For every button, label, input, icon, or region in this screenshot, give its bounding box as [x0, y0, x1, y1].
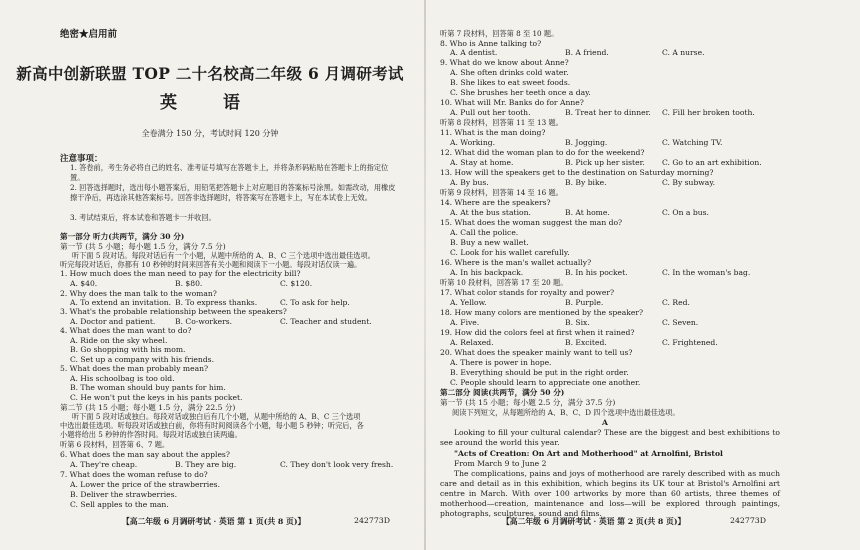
option: B. $80. [175, 279, 203, 288]
option: A. By bus. [450, 178, 489, 187]
option: C. In the woman's bag. [662, 268, 751, 277]
question: 2. Why does the man talk to the woman? [60, 289, 217, 298]
question: 11. What is the man doing? [440, 128, 546, 137]
note-item: 2. 回答选择题时，选出每小题答案后，用铅笔把答题卡上对应题目的答案标号涂黑。如需改动，用橡皮擦干净后，再选涂其他答案标号。回答非选择题时，将答案写在答题卡上，写在本试卷上无效。 [70, 183, 396, 202]
section-heading: 第二节 (共 15 小题；每小题 1.5 分，满分 22.5 分) [60, 403, 236, 412]
option: B. The woman should buy pants for him. [70, 383, 226, 392]
option: C. Red. [662, 298, 690, 307]
directions: 中选出最佳选项。听每段对话或独白前，你将有时间阅读各个小题，每小题 5 秒钟；听完后，各 [60, 421, 364, 430]
option: B. To express thanks. [175, 298, 258, 307]
page-1 [0, 0, 420, 550]
question: 15. What does the woman suggest the man do? [440, 218, 623, 227]
option: B. Buy a new wallet. [450, 238, 529, 247]
option: C. Seven. [662, 318, 699, 327]
option: C. Look for his wallet carefully. [450, 248, 570, 257]
question: 1. How much does the man need to pay for the electricity bill? [60, 269, 301, 278]
option: C. People should learn to appreciate one another. [450, 378, 641, 387]
option: A. At the bus station. [450, 208, 531, 217]
option: A. His schoolbag is too old. [70, 374, 175, 383]
question: 20. What does the speaker mainly want to tell us? [440, 348, 633, 357]
material-heading: 听第 9 段材料，回答第 14 至 16 题。 [440, 188, 563, 197]
material-heading: 听第 7 段材料，回答第 8 至 10 题。 [440, 29, 559, 38]
option: C. She brushes her teeth once a day. [450, 88, 591, 97]
option: C. Frightened. [662, 338, 718, 347]
option: C. By subway. [662, 178, 716, 187]
exam-code: 242773D [354, 516, 391, 525]
question: 8. Who is Anne talking to? [440, 39, 542, 48]
exam-title: 新高中创新联盟 TOP 二十名校高二年级 6 月调研考试 [16, 64, 404, 83]
option: A. Lower the price of the strawberries. [70, 480, 220, 489]
option: C. A nurse. [662, 48, 705, 57]
option: B. Purple. [565, 298, 604, 307]
page-footer: 【高二年级 6 月调研考试 · 英语 第 1 页(共 8 页)】 [122, 517, 306, 526]
option: C. He won't put the keys in his pants pocket. [70, 393, 243, 402]
option: C. To ask for help. [280, 298, 350, 307]
question: 6. What does the man say about the apples? [60, 450, 230, 459]
option: A. Ride on the sky wheel. [70, 336, 168, 345]
directions: 听下面 5 段对话或独白。每段对话或独白后有几个小题，从题中所给的 A、B、C 三个选项 [72, 412, 361, 421]
option: B. Six. [565, 318, 590, 327]
question: 17. What color stands for royalty and power? [440, 288, 615, 297]
option: A. A dentist. [450, 48, 498, 57]
option: B. At home. [565, 208, 610, 217]
part-heading: 第二部分 阅读(共两节，满分 50 分) [440, 388, 565, 397]
question: 19. How did the colors feel at first when it rained? [440, 328, 635, 337]
option: A. Pull out her tooth. [450, 108, 531, 117]
option: A. She often drinks cold water. [450, 68, 569, 77]
option: B. Everything should be put in the right order. [450, 368, 629, 377]
directions: 小题将给出 5 秒钟的作答时间。每段对话或独白读两遍。 [60, 430, 242, 439]
page-fold-divider [424, 0, 426, 550]
option: B. They are big. [175, 460, 237, 469]
question: 13. How will the speakers get to the destination on Saturday morning? [440, 168, 714, 177]
option: B. By bike. [565, 178, 607, 187]
option: A. Yellow. [450, 298, 487, 307]
section-heading: 第一节 (共 15 小题；每小题 2.5 分，满分 37.5 分) [440, 398, 616, 407]
note-item: 1. 答卷前，考生务必将自己的姓名、准考证号填写在答题卡上，并将条形码粘贴在答题卡上的指定位置。 [70, 163, 389, 182]
directions: 听完每段对话后，你都有 10 秒钟的时间来回答有关小题和阅读下一小题。每段对话仅读一遍。 [60, 260, 362, 269]
option: A. Relaxed. [450, 338, 494, 347]
option: B. Go shopping with his mom. [70, 345, 186, 354]
page-footer: 【高二年级 6 月调研考试 · 英语 第 2 页(共 8 页)】 [502, 517, 686, 526]
option: B. In his pocket. [565, 268, 628, 277]
directions: 听下面 5 段对话。每段对话后有一个小题，从题中所给的 A、B、C 三个选项中选出最佳选项。 [72, 251, 375, 260]
option: A. There is power in hope. [450, 358, 552, 367]
option: B. Pick up her sister. [565, 158, 645, 167]
exam-meta: 全卷满分 150 分，考试时间 120 分钟 [141, 129, 279, 138]
option: B. Co-workers. [175, 317, 233, 326]
option: A. $40. [70, 279, 98, 288]
question: 12. What did the woman plan to do for the weekend? [440, 148, 645, 157]
option: B. Excited. [565, 338, 607, 347]
option: C. Sell apples to the man. [70, 500, 169, 509]
option: A. Call the police. [450, 228, 519, 237]
subject-title: 英 语 [160, 93, 260, 113]
option: A. To extend an invitation. [70, 298, 172, 307]
passage-paragraph: The complications, pains and joys of motherhood are rarely described with as much care and detail as in this exhibition, which begins its UK tour at Bristol's Arnolfini art centre in March. With over 100 artworks by more than 60 artists, three themes of motherhood—creation, maintenance and loss—will be explored through paintings, photographs, sculptures, sound and films. [440, 469, 780, 518]
exhibition-date: From March 9 to June 2 [454, 459, 547, 468]
question: 14. Where are the speakers? [440, 198, 551, 207]
exhibition-title: "Acts of Creation: On Art and Motherhood" at Arnolfini, Bristol [454, 449, 723, 458]
option: C. Go to an art exhibition. [662, 158, 762, 167]
note-item: 3. 考试结束后，将本试卷和答题卡一并收回。 [70, 213, 216, 222]
option: B. She likes to eat sweet foods. [450, 78, 571, 87]
option: C. $120. [280, 279, 313, 288]
option: C. They don't look very fresh. [280, 460, 394, 469]
section-heading: 第一节 (共 5 小题；每小题 1.5 分，满分 7.5 分) [60, 242, 226, 251]
question: 7. What does the woman refuse to do? [60, 470, 208, 479]
material-heading: 听第 10 段材料，回答第 17 至 20 题。 [440, 278, 568, 287]
question: 10. What will Mr. Banks do for Anne? [440, 98, 584, 107]
question: 4. What does the man want to do? [60, 326, 192, 335]
question: 16. Where is the man's wallet actually? [440, 258, 592, 267]
option: B. A friend. [565, 48, 609, 57]
option: C. Watching TV. [662, 138, 723, 147]
option: A. Five. [450, 318, 480, 327]
option: A. Working. [450, 138, 495, 147]
page-2 [430, 0, 850, 550]
question: 5. What does the man probably mean? [60, 364, 209, 373]
passage-paragraph: Looking to fill your cultural calendar? These are the biggest and best exhibitions to see around the world this year. [440, 428, 780, 447]
part-heading: 第一部分 听力(共两节，满分 30 分) [60, 232, 185, 241]
option: C. Set up a company with his friends. [70, 355, 214, 364]
option: A. Doctor and patient. [70, 317, 156, 326]
question: 18. How many colors are mentioned by the speaker? [440, 308, 644, 317]
option: B. Deliver the strawberries. [70, 490, 177, 499]
option: A. They're cheap. [70, 460, 138, 469]
option: A. In his backpack. [450, 268, 524, 277]
material-heading: 听第 8 段材料，回答第 11 至 13 题。 [440, 118, 563, 127]
option: B. Jogging. [565, 138, 608, 147]
directions: 阅读下列短文，从每题所给的 A、B、C、D 四个选项中选出最佳选项。 [452, 408, 680, 417]
passage-label: A [602, 418, 608, 427]
exam-code: 242773D [730, 516, 767, 525]
notes-heading: 注意事项： [60, 154, 103, 164]
material-heading: 听第 6 段材料，回答第 6、7 题。 [60, 440, 170, 449]
option: A. Stay at home. [450, 158, 514, 167]
question: 3. What's the probable relationship between the speakers? [60, 307, 287, 316]
confidential-label: 绝密★启用前 [60, 29, 118, 40]
option: C. Fill her broken tooth. [662, 108, 755, 117]
option: B. Treat her to dinner. [565, 108, 651, 117]
question: 9. What do we know about Anne? [440, 58, 569, 67]
option: C. Teacher and student. [280, 317, 372, 326]
option: C. On a bus. [662, 208, 709, 217]
